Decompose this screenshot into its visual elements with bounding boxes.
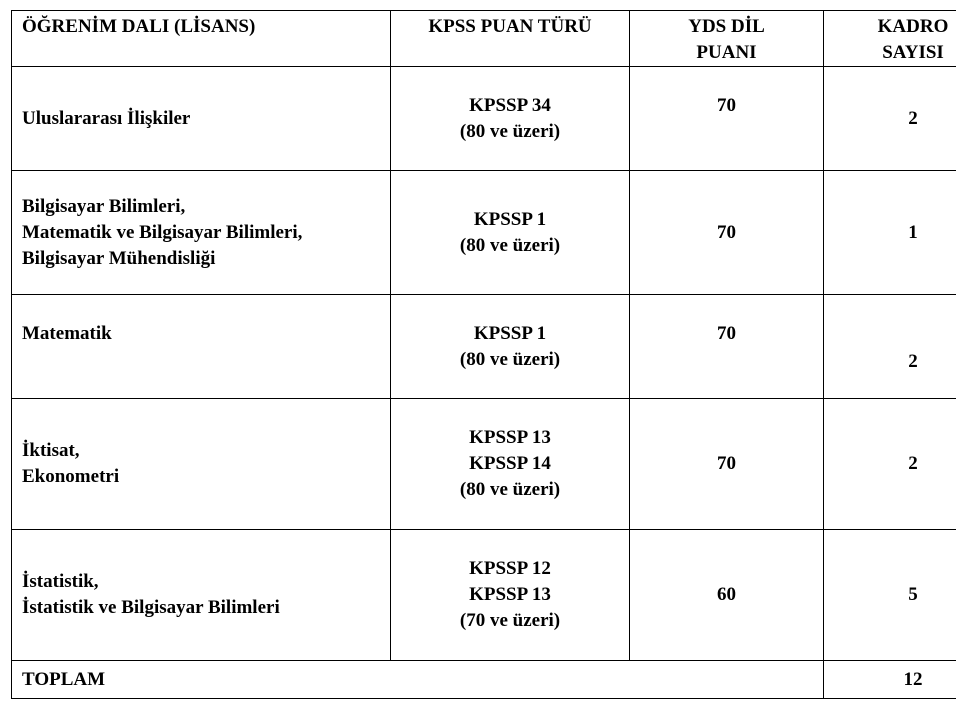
kpss-cell: KPSSP 12 KPSSP 13 (70 ve üzeri) bbox=[391, 530, 630, 661]
yds-cell: 70 bbox=[630, 67, 824, 171]
field-cell: İktisat, Ekonometri bbox=[12, 399, 391, 530]
total-label: TOPLAM bbox=[12, 661, 824, 699]
table-row bbox=[12, 530, 956, 661]
yds-cell: 70 bbox=[630, 171, 824, 295]
kpss-cell: KPSSP 1 (80 ve üzeri) bbox=[391, 295, 630, 399]
kpss-cell: KPSSP 34 (80 ve üzeri) bbox=[391, 67, 630, 171]
kadro-cell: 2 bbox=[824, 295, 956, 399]
total-row bbox=[12, 661, 956, 699]
header-field: ÖĞRENİM DALI (LİSANS) bbox=[12, 11, 391, 67]
table-row bbox=[12, 399, 956, 530]
kadro-cell: 1 bbox=[824, 171, 956, 295]
kadro-cell: 2 bbox=[824, 399, 956, 530]
yds-cell: 70 bbox=[630, 399, 824, 530]
field-cell: Matematik bbox=[12, 295, 391, 399]
yds-cell: 70 bbox=[630, 295, 824, 399]
field-cell: Bilgisayar Bilimleri, Matematik ve Bilgisayar Bilimleri, Bilgisayar Mühendisliği bbox=[12, 171, 391, 295]
total-value: 12 bbox=[824, 661, 956, 699]
kadro-cell: 2 bbox=[824, 67, 956, 171]
table-row bbox=[12, 171, 956, 295]
kadro-cell: 5 bbox=[824, 530, 956, 661]
header-kadro: KADRO SAYISI bbox=[824, 11, 956, 67]
kpss-cell: KPSSP 13 KPSSP 14 (80 ve üzeri) bbox=[391, 399, 630, 530]
field-cell: İstatistik, İstatistik ve Bilgisayar Bilimleri bbox=[12, 530, 391, 661]
yds-cell: 60 bbox=[630, 530, 824, 661]
header-kpss: KPSS PUAN TÜRÜ bbox=[391, 11, 630, 67]
kpss-cell: KPSSP 1 (80 ve üzeri) bbox=[391, 171, 630, 295]
header-row bbox=[12, 11, 956, 67]
table-row bbox=[12, 67, 956, 171]
field-cell: Uluslararası İlişkiler bbox=[12, 67, 391, 171]
header-yds: YDS DİL PUANI bbox=[630, 11, 824, 67]
kadro-table bbox=[11, 10, 956, 699]
table-row bbox=[12, 295, 956, 399]
